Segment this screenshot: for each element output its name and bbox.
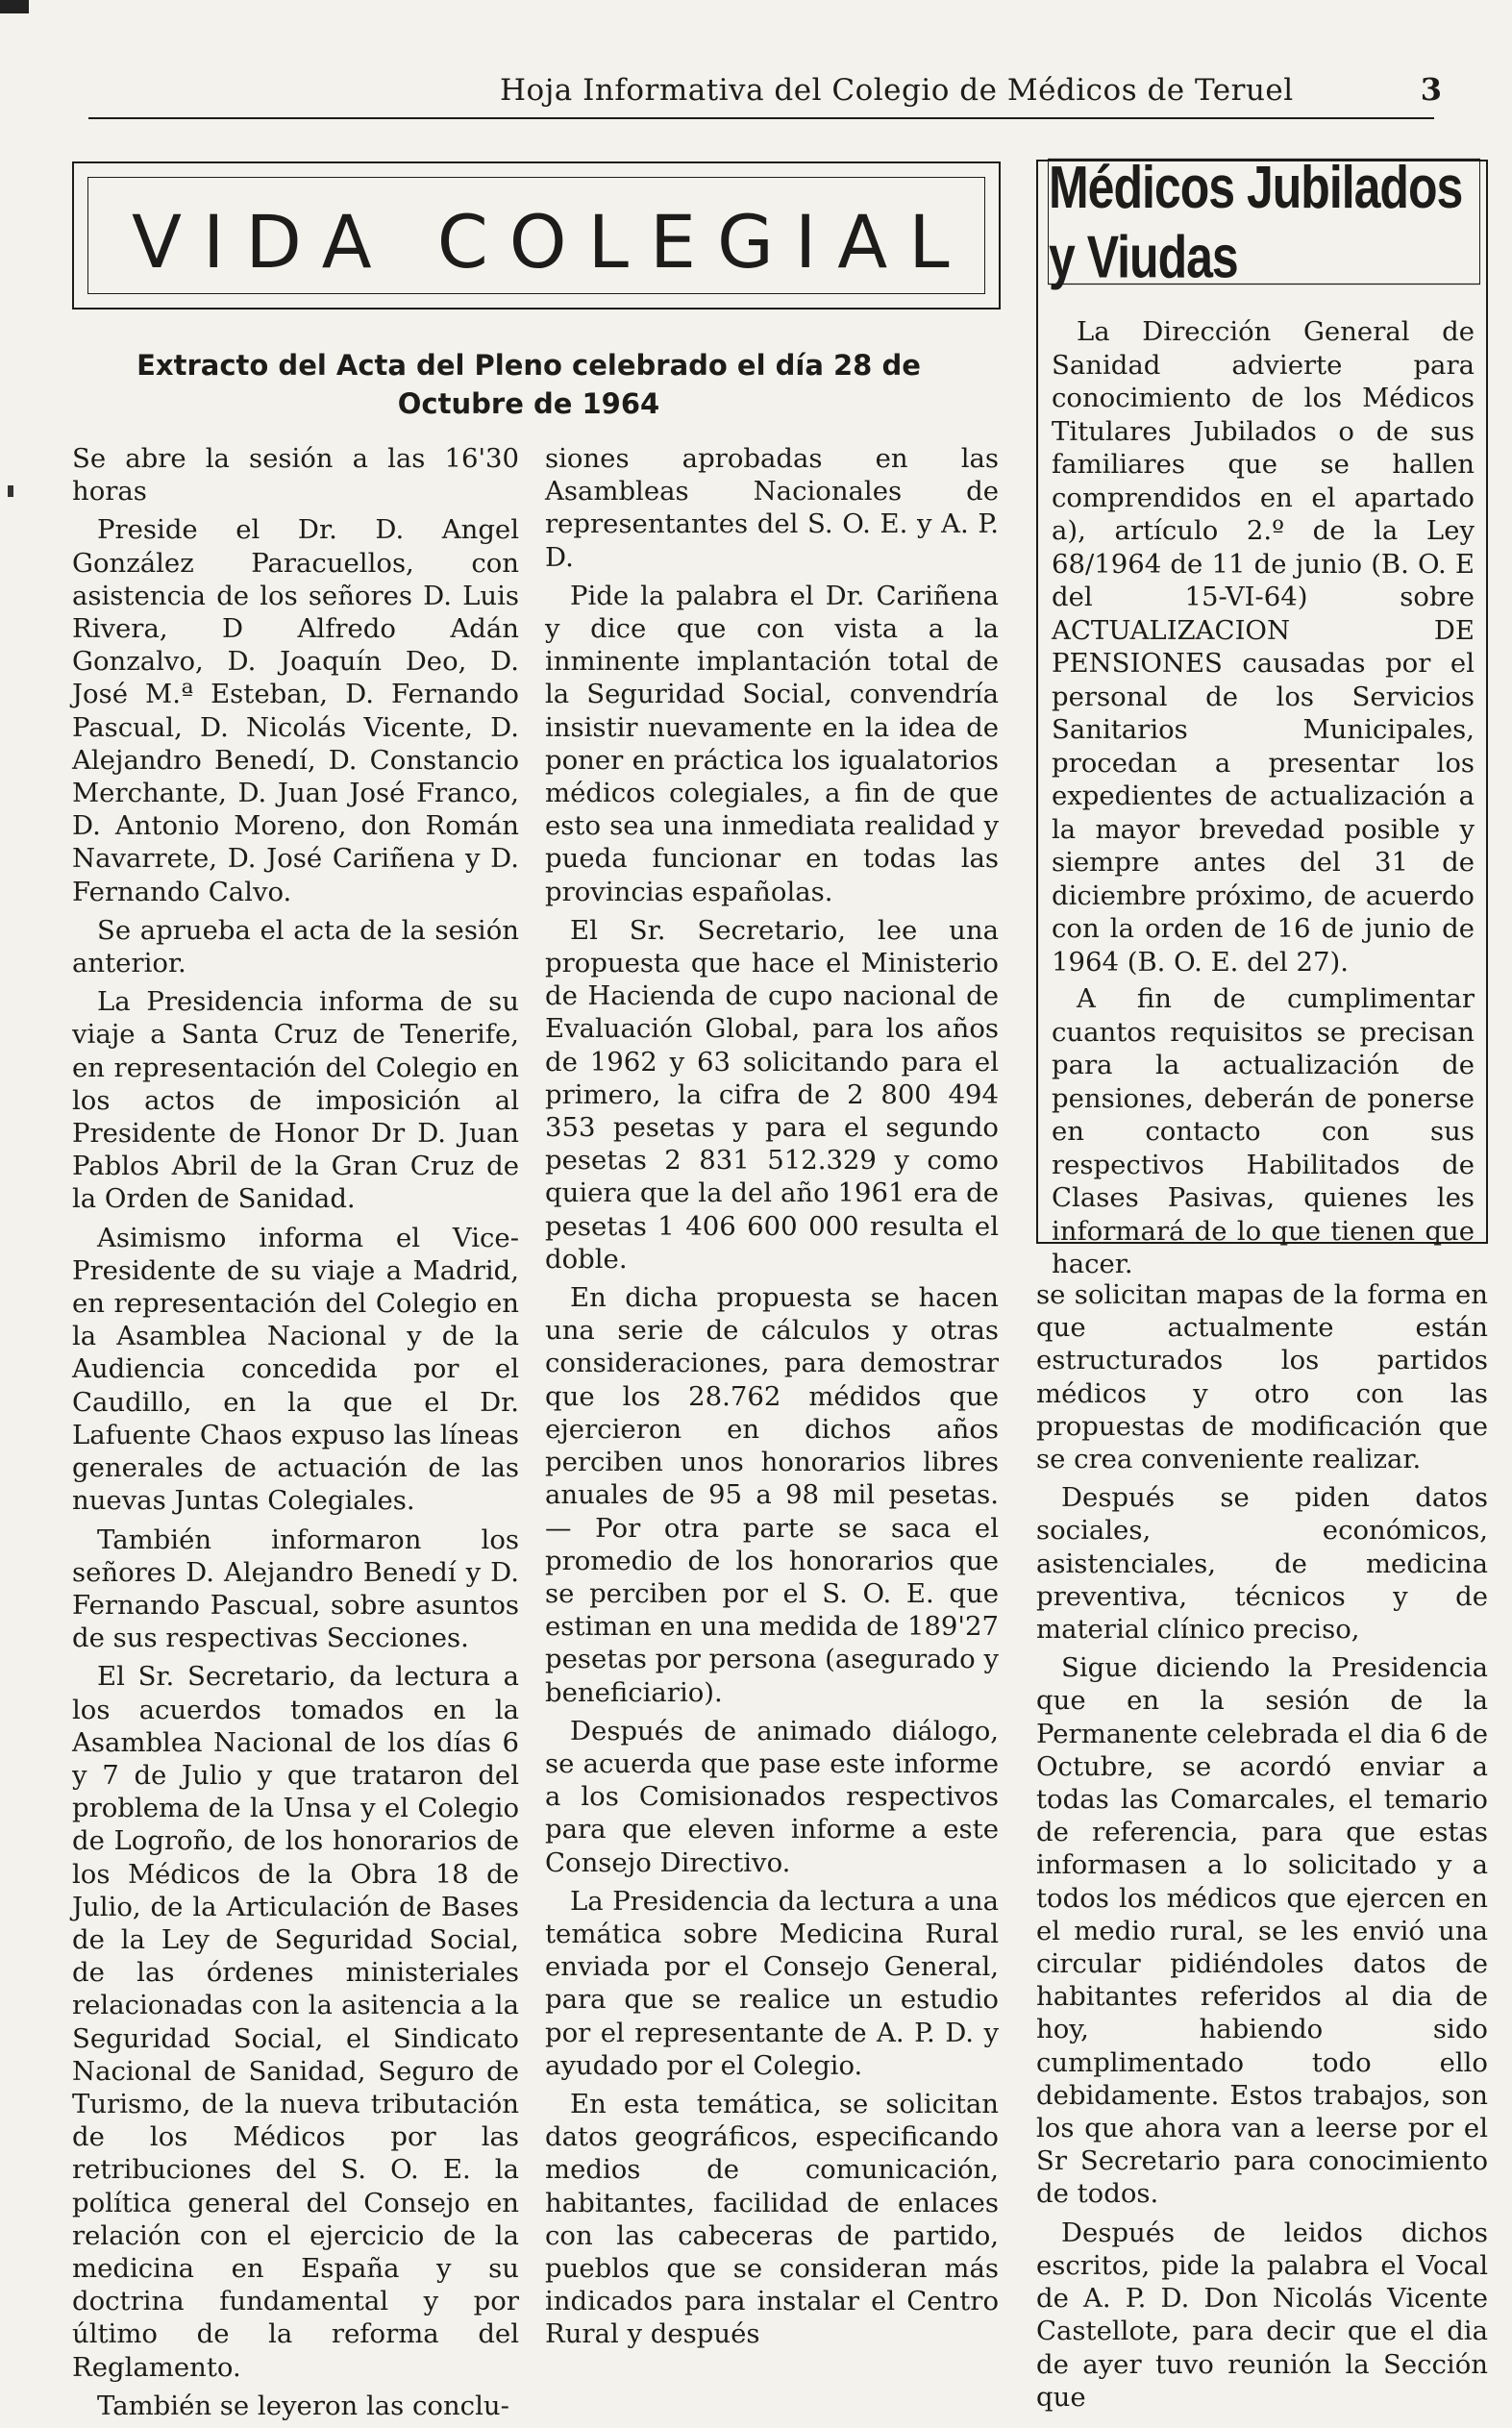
article-subtitle: Extracto del Acta del Pleno celebrado el día 28 de Octubre de 1964	[136, 349, 921, 420]
paragraph: También informaron los señores D. Alejandro Benedí y D. Fernando Pascual, sobre asuntos de sus respectivas Secciones.	[72, 1524, 519, 1654]
notice-body	[1052, 315, 1475, 1285]
margin-mark	[8, 485, 13, 497]
header-rule	[88, 117, 1434, 119]
paragraph: Pide la palabra el Dr. Cariñena y dice que con vista a la inminente implantación total de la Seguridad Social, convendría insistir nuevamente en la idea de poner en práctica los igualatorios médicos colegiales, a fin de que esto sea una inmediata realidad y pueda funcionar en todas las provincias españolas.	[545, 580, 999, 907]
paragraph: Después de animado diálogo, se acuerda que pase este informe a los Comisionados respectivos para que eleven informe a este Consejo Directivo.	[545, 1715, 999, 1878]
notice-paragraph: La Dirección General de Sanidad advierte para conocimiento de los Médicos Titulares Jubilados o de sus familiares que se hallen comprendidos en el apartado a), artículo 2.º de la Ley 68/1964 de 11 de junio (B. O. E del 15-VI-64) sobre ACTUALIZACION DE PENSIONES causadas por el personal de los Servicios Sanitarios Municipales, procedan a presentar los expedientes de actualización a la mayor brevedad posible y siempre antes del 31 de diciembre próximo, de acuerdo con la orden de 16 de junio de 1964 (B. O. E. del 27).	[1052, 316, 1475, 978]
paragraph: Se aprueba el acta de la sesión anterior.	[72, 914, 519, 979]
paragraph: Sigue diciendo la Presidencia que en la sesión de la Permanente celebrada el dia 6 de Octubre, se acordó enviar a todas las Comarcales, el temario de referencia, para que estas informasen a lo solicitado y a todos los médicos que ejercen en el medio rural, se les envió una circular pidiéndoles datos de habitantes referidos al dia de hoy, habiendo sido cumplimentado todo ello debidamente. Estos trabajos, son los que ahora van a leerse por el Sr Secretario para conocimiento de todos.	[1036, 1652, 1488, 2210]
paragraph: El Sr. Secretario, lee una propuesta que hace el Ministerio de Hacienda de cupo nacional de Evaluación Global, para los años de 1962 y 63 solicitando para el primero, la cifra de 2 800 494 353 pesetas y para el segundo pesetas 2 831 512.329 y como quiera que la del año 1961 era de pesetas 1 406 600 000 resulta el doble.	[545, 914, 999, 1275]
paragraph: se solicitan mapas de la forma en que actualmente están estructurados los partidos médicos y otro con las propuestas de modificación que se crea conveniente realizar.	[1036, 1279, 1488, 1475]
page-header	[77, 67, 1442, 115]
paragraph: siones aprobadas en las Asambleas Nacionales de representantes del S. O. E. y A. P. D.	[545, 443, 999, 573]
section-title: VIDA COLEGIAL	[132, 199, 971, 285]
paragraph: También se leyeron las conclu-	[97, 2390, 509, 2421]
header-title: Hoja Informativa del Colegio de Médicos de Teruel	[500, 73, 1294, 108]
paragraph: Asimismo informa el Vice-Presidente de su viaje a Madrid, en representación del Colegio en la Asamblea Nacional y de la Audiencia concedida por el Caudillo, en la que el Dr. Lafuente Chaos expuso las líneas generales de actuación de las nuevas Juntas Colegiales.	[72, 1222, 519, 1517]
paragraph: El Sr. Secretario, da lectura a los acuerdos tomados en la Asamblea Nacional de los días 6 y 7 de Julio y que trataron del problema de la Unsa y el Colegio de Logroño, de los honorarios de los Médicos de la Obra 18 de Julio, de la Articulación de Bases de la Ley de Seguridad Social, de las órdenes ministeriales relacionadas con la asitencia a la Seguridad Social, el Sindicato Nacional de Sanidad, Seguro de Turismo, de la nueva tributación de los Médicos por las retribuciones del S. O. E. la política general del Consejo en relación con el ejercicio de la medicina en España y su doctrina fundamental y por último de la reforma del Reglamento.	[72, 1661, 519, 2383]
paragraph: Después se piden datos sociales, económicos, asistenciales, de medicina preventiva, técnicos y de material clínico preciso,	[1036, 1482, 1488, 1646]
article-column-middle	[545, 442, 999, 2357]
paragraph: La Presidencia informa de su viaje a Santa Cruz de Tenerife, en representación del Colegio en los actos de imposición al Presidente de Honor Dr D. Juan Pablos Abril de la Gran Cruz de la Orden de Sanidad.	[72, 986, 519, 1215]
paragraph: Se abre la sesión a las 16'30 horas	[72, 443, 519, 508]
banner-inner-frame	[87, 177, 985, 294]
paragraph: Después de leidos dichos escritos, pide la palabra el Vocal de A. P. D. Don Nicolás Vicente Castellote, para decir que el dia de ayer tuvo reunión la Sección que	[1036, 2217, 1488, 2413]
notice-title: Médicos Jubilados y Viudas	[1048, 159, 1480, 285]
article-column-right	[1036, 1278, 1488, 2419]
article-column-left	[72, 442, 519, 2428]
paragraph: En dicha propuesta se hacen una serie de cálculos y otras consideraciones, para demostrar que los 28.762 médidos que ejercieron en dichos años perciben unos honorarios libres anuales de 95 a 98 mil pesetas. — Por otra parte se saca el promedio de los honorarios que se perciben por el S. O. E. que estiman en una medida de 189'27 pesetas por persona (asegurado y beneficiario).	[545, 1282, 999, 1708]
notice-box	[1036, 153, 1488, 1279]
paragraph: Preside el Dr. D. Angel González Paracuellos, con asistencia de los señores D. Luis Rivera, D Alfredo Adán Gonzalvo, D. Joaquín Deo, D. José M.ª Esteban, D. Fernando Pascual, D. Nicolás Vicente, D. Alejandro Benedí, D. Constancio Merchante, D. Juan José Franco, D. Antonio Moreno, don Román Navarrete, D. José Cariñena y D. Fernando Calvo.	[72, 514, 519, 907]
notice-paragraph: A fin de cumplimentar cuantos requisitos se precisan para la actualización de pensiones, deberán de ponerse en contacto con sus respectivos Habilitados de Clases Pasivas, quienes les informará de lo que tienen que hacer.	[1052, 983, 1475, 1279]
section-banner	[72, 161, 1001, 310]
paragraph: La Presidencia da lectura a una temática sobre Medicina Rural enviada por el Consejo General, para que se realice un estudio por el representante de A. P. D. y ayudado por el Colegio.	[545, 1885, 999, 2081]
page-corner-mark	[0, 0, 29, 13]
paragraph: En esta temática, se solicitan datos geográficos, especificando medios de comunicación, habitantes, facilidad de enlaces con las cabeceras de partido, pueblos que se consideran más indicados para instalar el Centro Rural y después	[545, 2088, 999, 2350]
page-number: 3	[1420, 71, 1442, 108]
